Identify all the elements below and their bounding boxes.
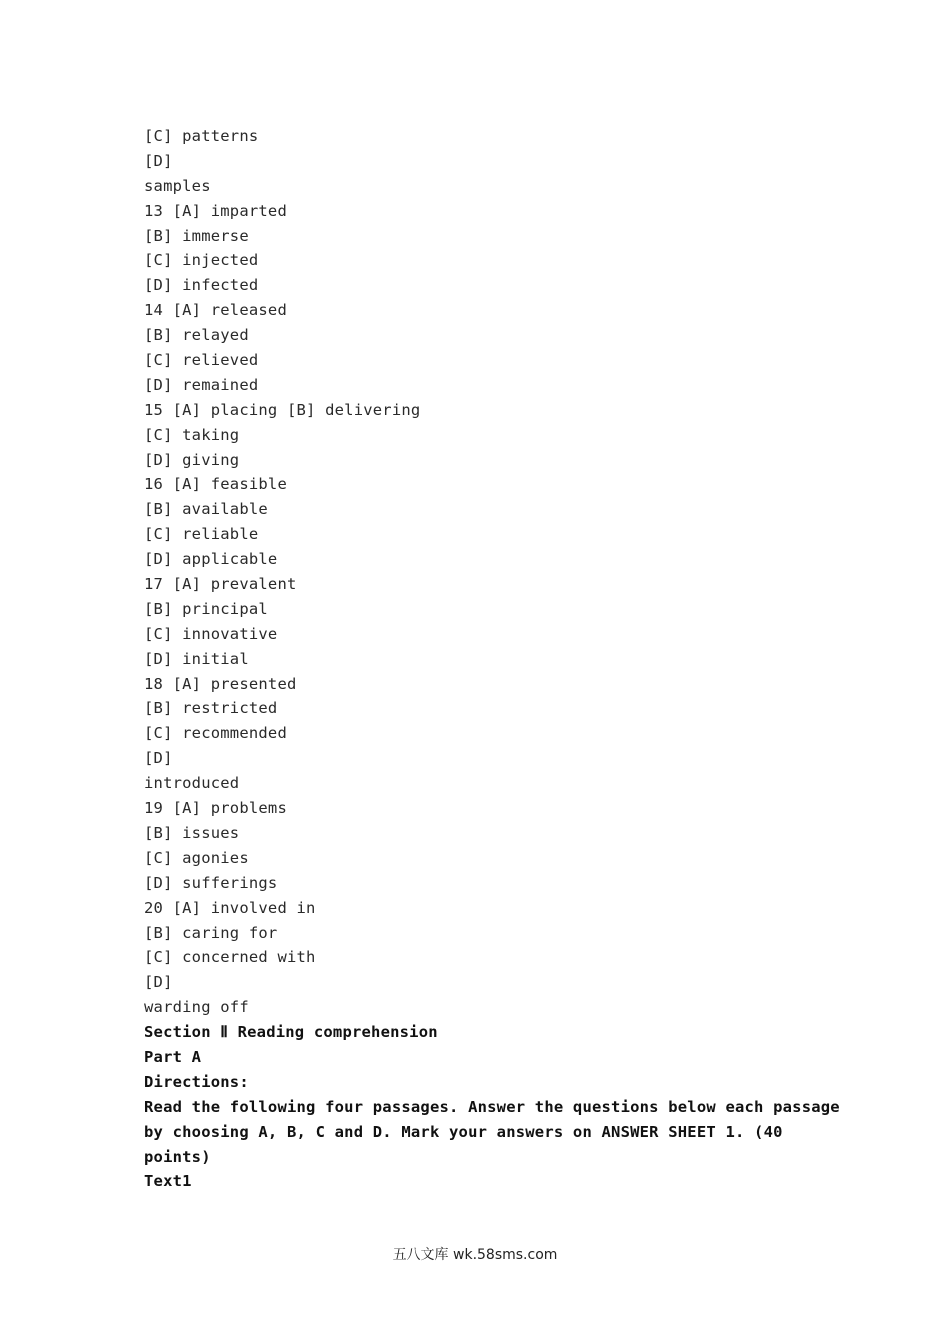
option-line: [B] available xyxy=(144,500,268,519)
question-20-line: 20 [A] involved in xyxy=(144,898,316,917)
option-line: [B] issues xyxy=(144,823,240,842)
option-line: [B] restricted xyxy=(144,699,278,718)
option-line: warding off xyxy=(144,998,249,1017)
option-line: [C] innovative xyxy=(144,624,278,643)
option-line: [B] principal xyxy=(144,599,268,618)
option-line: [D] initial xyxy=(144,649,249,668)
footer-watermark: 五八文库 wk.58sms.com xyxy=(392,1247,558,1263)
directions-text-line-3: points) xyxy=(144,1147,211,1166)
option-line: [C] relieved xyxy=(144,351,259,370)
option-line: [C] injected xyxy=(144,251,259,270)
directions-label: Directions: xyxy=(144,1072,249,1091)
option-line: [D] sufferings xyxy=(144,873,278,892)
option-line: [C] reliable xyxy=(144,525,259,544)
question-14-line: 14 [A] released xyxy=(144,301,287,320)
directions-text-line-2: by choosing A, B, C and D. Mark your answers on ANSWER SHEET 1. (40 xyxy=(144,1122,783,1141)
question-16-line: 16 [A] feasible xyxy=(144,475,287,494)
option-line: [B] relayed xyxy=(144,326,249,345)
option-line: [D] remained xyxy=(144,375,259,394)
option-line: [C] concerned with xyxy=(144,948,316,967)
option-line: [D] xyxy=(144,749,173,768)
question-13-line: 13 [A] imparted xyxy=(144,201,287,220)
document-body xyxy=(144,124,840,1194)
part-heading: Part A xyxy=(144,1047,202,1066)
question-15-line: 15 [A] placing [B] delivering xyxy=(144,400,421,419)
section-heading: Section Ⅱ Reading comprehension xyxy=(144,1023,438,1042)
question-17-line: 17 [A] prevalent xyxy=(144,575,297,594)
option-line: [C] patterns xyxy=(144,127,259,145)
option-line: [D] xyxy=(144,151,173,170)
option-line: [B] immerse xyxy=(144,226,249,245)
option-line: [D] xyxy=(144,973,173,992)
directions-text-line-1: Read the following four passages. Answer the questions below each passage xyxy=(144,1097,840,1116)
question-18-line: 18 [A] presented xyxy=(144,674,297,693)
option-line: [D] applicable xyxy=(144,550,278,569)
option-line: [D] giving xyxy=(144,450,240,469)
option-line: samples xyxy=(144,176,211,195)
text-label: Text1 xyxy=(144,1172,192,1191)
option-line: [C] recommended xyxy=(144,724,287,743)
option-line: [B] caring for xyxy=(144,923,278,942)
option-line: [D] infected xyxy=(144,276,259,295)
option-line: [C] agonies xyxy=(144,848,249,867)
option-line: [C] taking xyxy=(144,425,240,444)
option-line: introduced xyxy=(144,774,240,793)
question-19-line: 19 [A] problems xyxy=(144,799,287,818)
